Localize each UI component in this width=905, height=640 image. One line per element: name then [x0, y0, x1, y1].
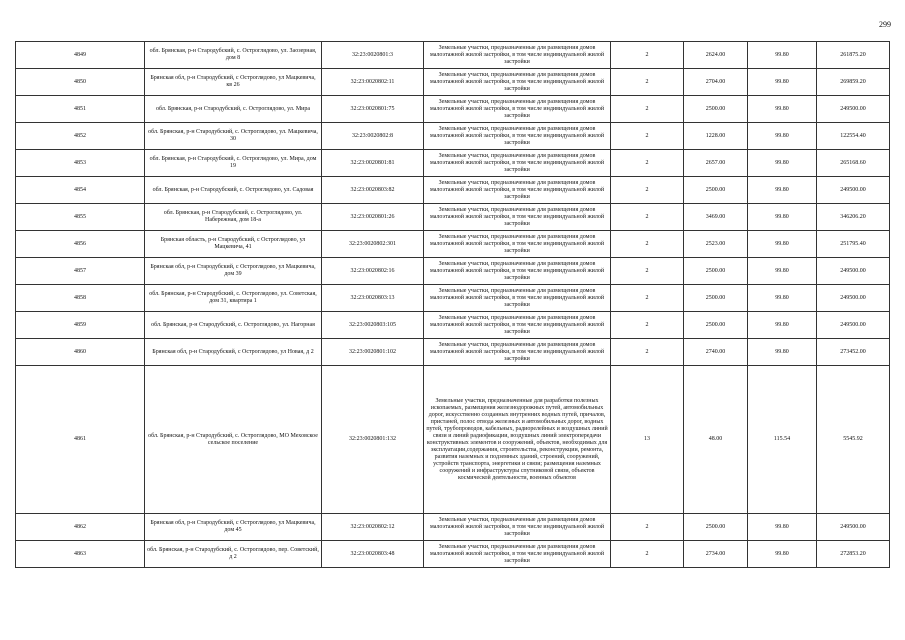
table-row — [16, 123, 890, 150]
area-cell: 2500.00 — [684, 177, 748, 204]
area-cell: 2500.00 — [684, 285, 748, 312]
cadastral-number-cell: 32:23:0020801:132 — [322, 366, 424, 514]
group-cell: 2 — [611, 285, 684, 312]
land-use-cell: Земельные участки, предназначенные для размещения домов малоэтажной жилой застройки, в том числе индивидуальной жилой застройки — [424, 42, 611, 69]
specific-value-cell: 99.80 — [748, 204, 817, 231]
area-cell: 2704.00 — [684, 69, 748, 96]
row-number-cell: 4856 — [16, 231, 145, 258]
area-cell: 2500.00 — [684, 258, 748, 285]
table-body — [16, 42, 890, 568]
land-use-cell: Земельные участки, предназначенные для размещения домов малоэтажной жилой застройки, в том числе индивидуальной жилой застройки — [424, 123, 611, 150]
address-cell: обл. Брянская, р-н Стародубский, с. Остроглядово, ул. Набережная, дом 18-а — [145, 204, 322, 231]
land-use-cell: Земельные участки, предназначенные для размещения домов малоэтажной жилой застройки, в том числе индивидуальной жилой застройки — [424, 339, 611, 366]
cadastral-number-cell: 32:23:0020801:26 — [322, 204, 424, 231]
cadastral-value-cell: 122554.40 — [817, 123, 890, 150]
cadastral-value-cell: 249500.00 — [817, 514, 890, 541]
address-cell: обл. Брянская, р-н Стародубский, с. Остроглядово, ул. Заозерная, дом 8 — [145, 42, 322, 69]
group-cell: 2 — [611, 514, 684, 541]
cadastral-number-cell: 32:23:0020802:12 — [322, 514, 424, 541]
specific-value-cell: 99.80 — [748, 514, 817, 541]
land-use-cell: Земельные участки, предназначенные для размещения домов малоэтажной жилой застройки, в том числе индивидуальной жилой застройки — [424, 69, 611, 96]
table-row — [16, 312, 890, 339]
row-number-cell: 4862 — [16, 514, 145, 541]
address-cell: обл. Брянская, р-н Стародубский, с. Остроглядово, ул. Мира — [145, 96, 322, 123]
area-cell: 2500.00 — [684, 312, 748, 339]
land-use-cell: Земельные участки, предназначенные для размещения домов малоэтажной жилой застройки, в том числе индивидуальной жилой застройки — [424, 514, 611, 541]
table-row — [16, 231, 890, 258]
table-row — [16, 69, 890, 96]
row-number-cell: 4863 — [16, 541, 145, 568]
table-row — [16, 541, 890, 568]
cadastral-value-cell: 251795.40 — [817, 231, 890, 258]
cadastral-value-cell: 249500.00 — [817, 96, 890, 123]
group-cell: 2 — [611, 541, 684, 568]
land-use-cell: Земельные участки, предназначенные для размещения домов малоэтажной жилой застройки, в том числе индивидуальной жилой застройки — [424, 258, 611, 285]
area-cell: 2734.00 — [684, 541, 748, 568]
cadastral-number-cell: 32:23:0020802:16 — [322, 258, 424, 285]
address-cell: обл. Брянская, р-н Стародубский, с. Остроглядово, ул. Садовая — [145, 177, 322, 204]
row-number-cell: 4857 — [16, 258, 145, 285]
area-cell: 2624.00 — [684, 42, 748, 69]
table-row — [16, 96, 890, 123]
land-use-cell: Земельные участки, предназначенные для размещения домов малоэтажной жилой застройки, в том числе индивидуальной жилой застройки — [424, 96, 611, 123]
table-row — [16, 339, 890, 366]
cadastral-number-cell: 32:23:0020801:75 — [322, 96, 424, 123]
address-cell: обл. Брянская, р-н Стародубский, с. Остроглядово, ул. Советская, дом 31, квартира 1 — [145, 285, 322, 312]
land-use-cell: Земельные участки, предназначенные для разработки полезных ископаемых, размещения железнодорожных путей, автомобильных дорог, искусственно созданных внутренних водных путей, причалов, пристаней, полос отвода железных и автомобильных дорог, водных путей, трубопроводов, кабельных, радиорелейных и воздушных линий связи и линий радиофикации, воздушных линий электропередачи конструктивных элементов и сооружений, объектов, необходимых для эксплуатации,содержания, строительства, реконструкции, ремонта, развития наземных и подземных зданий, строений, сооружений, устройств транспорта, энергетики и связи; размещения наземных сооружений и инфраструктуры спутниковой связи, объектов космической деятельности, военных объектов — [424, 366, 611, 514]
address-cell: обл. Брянская, р-н Стародубский, с. Остроглядово, ул. Нагорная — [145, 312, 322, 339]
land-use-cell: Земельные участки, предназначенные для размещения домов малоэтажной жилой застройки, в том числе индивидуальной жилой застройки — [424, 541, 611, 568]
group-cell: 2 — [611, 96, 684, 123]
area-cell: 3469.00 — [684, 204, 748, 231]
specific-value-cell: 99.80 — [748, 177, 817, 204]
specific-value-cell: 99.80 — [748, 231, 817, 258]
cadastral-number-cell: 32:23:0020803:82 — [322, 177, 424, 204]
address-cell: Брянская обл, р-н Стародубский, с Остроглядово, ул Мацкевича, дом 39 — [145, 258, 322, 285]
table-row — [16, 150, 890, 177]
land-use-cell: Земельные участки, предназначенные для размещения домов малоэтажной жилой застройки, в том числе индивидуальной жилой застройки — [424, 285, 611, 312]
address-cell: обл. Брянская, р-н Стародубский, с. Остроглядово, пер. Советский, д 2 — [145, 541, 322, 568]
land-use-cell: Земельные участки, предназначенные для размещения домов малоэтажной жилой застройки, в том числе индивидуальной жилой застройки — [424, 204, 611, 231]
page-number: 299 — [879, 20, 891, 29]
area-cell: 2657.00 — [684, 150, 748, 177]
address-cell: Брянская обл, р-н Стародубский, с Остроглядово, ул Мацкевича, дом 45 — [145, 514, 322, 541]
cadastral-number-cell: 32:23:0020802:8 — [322, 123, 424, 150]
address-cell: обл. Брянская, р-н Стародубский, с. Остроглядово, ул. Мацкевича, 30 — [145, 123, 322, 150]
table-row — [16, 177, 890, 204]
cadastral-value-cell: 265168.60 — [817, 150, 890, 177]
area-cell: 2500.00 — [684, 514, 748, 541]
table-row — [16, 42, 890, 69]
cadastral-value-cell: 5545.92 — [817, 366, 890, 514]
cadastral-number-cell: 32:23:0020803:13 — [322, 285, 424, 312]
cadastral-value-cell: 249500.00 — [817, 285, 890, 312]
cadastral-value-cell: 249500.00 — [817, 177, 890, 204]
specific-value-cell: 99.80 — [748, 312, 817, 339]
area-cell: 2740.00 — [684, 339, 748, 366]
land-use-cell: Земельные участки, предназначенные для размещения домов малоэтажной жилой застройки, в том числе индивидуальной жилой застройки — [424, 150, 611, 177]
cadastral-number-cell: 32:23:0020803:105 — [322, 312, 424, 339]
cadastral-value-cell: 261875.20 — [817, 42, 890, 69]
group-cell: 2 — [611, 258, 684, 285]
row-number-cell: 4852 — [16, 123, 145, 150]
group-cell: 13 — [611, 366, 684, 514]
cadastral-value-cell: 346206.20 — [817, 204, 890, 231]
table-row — [16, 204, 890, 231]
land-registry-table — [15, 41, 890, 568]
group-cell: 2 — [611, 177, 684, 204]
cadastral-number-cell: 32:23:0020801:81 — [322, 150, 424, 177]
address-cell: Брянская обл, р-н Стародубский, с Остроглядово, ул Новая, д 2 — [145, 339, 322, 366]
area-cell: 2523.00 — [684, 231, 748, 258]
table-row — [16, 285, 890, 312]
specific-value-cell: 99.80 — [748, 258, 817, 285]
cadastral-value-cell: 273452.00 — [817, 339, 890, 366]
group-cell: 2 — [611, 42, 684, 69]
row-number-cell: 4853 — [16, 150, 145, 177]
specific-value-cell: 115.54 — [748, 366, 817, 514]
group-cell: 2 — [611, 312, 684, 339]
land-use-cell: Земельные участки, предназначенные для размещения домов малоэтажной жилой застройки, в том числе индивидуальной жилой застройки — [424, 231, 611, 258]
row-number-cell: 4859 — [16, 312, 145, 339]
row-number-cell: 4855 — [16, 204, 145, 231]
group-cell: 2 — [611, 204, 684, 231]
address-cell: обл. Брянская, р-н Стародубский, с. Остроглядово, МО Меховское сельское поселение — [145, 366, 322, 514]
row-number-cell: 4858 — [16, 285, 145, 312]
group-cell: 2 — [611, 339, 684, 366]
specific-value-cell: 99.80 — [748, 96, 817, 123]
table-row — [16, 514, 890, 541]
cadastral-number-cell: 32:23:0020802:11 — [322, 69, 424, 96]
specific-value-cell: 99.80 — [748, 541, 817, 568]
cadastral-value-cell: 269859.20 — [817, 69, 890, 96]
specific-value-cell: 99.80 — [748, 150, 817, 177]
group-cell: 2 — [611, 123, 684, 150]
group-cell: 2 — [611, 69, 684, 96]
area-cell: 48.00 — [684, 366, 748, 514]
cadastral-number-cell: 32:23:0020801:3 — [322, 42, 424, 69]
specific-value-cell: 99.80 — [748, 123, 817, 150]
row-number-cell: 4849 — [16, 42, 145, 69]
cadastral-value-cell: 272853.20 — [817, 541, 890, 568]
table-row — [16, 258, 890, 285]
group-cell: 2 — [611, 231, 684, 258]
land-use-cell: Земельные участки, предназначенные для размещения домов малоэтажной жилой застройки, в том числе индивидуальной жилой застройки — [424, 312, 611, 339]
area-cell: 1228.00 — [684, 123, 748, 150]
group-cell: 2 — [611, 150, 684, 177]
address-cell: обл. Брянская, р-н Стародубский, с. Остроглядово, ул. Мира, дом 19 — [145, 150, 322, 177]
address-cell: Брянская обл, р-н Стародубский, с Остроглядово, ул Мацкевича, кв 26 — [145, 69, 322, 96]
row-number-cell: 4860 — [16, 339, 145, 366]
cadastral-value-cell: 249500.00 — [817, 312, 890, 339]
cadastral-number-cell: 32:23:0020801:102 — [322, 339, 424, 366]
specific-value-cell: 99.80 — [748, 339, 817, 366]
address-cell: Брянская область, р-н Стародубский, с Остроглядово, ул Мацкевича, 41 — [145, 231, 322, 258]
specific-value-cell: 99.80 — [748, 285, 817, 312]
row-number-cell: 4854 — [16, 177, 145, 204]
specific-value-cell: 99.80 — [748, 42, 817, 69]
row-number-cell: 4851 — [16, 96, 145, 123]
area-cell: 2500.00 — [684, 96, 748, 123]
cadastral-number-cell: 32:23:0020803:48 — [322, 541, 424, 568]
cadastral-number-cell: 32:23:0020802:301 — [322, 231, 424, 258]
row-number-cell: 4850 — [16, 69, 145, 96]
land-use-cell: Земельные участки, предназначенные для размещения домов малоэтажной жилой застройки, в том числе индивидуальной жилой застройки — [424, 177, 611, 204]
row-number-cell: 4861 — [16, 366, 145, 514]
cadastral-value-cell: 249500.00 — [817, 258, 890, 285]
specific-value-cell: 99.80 — [748, 69, 817, 96]
table-row — [16, 366, 890, 514]
